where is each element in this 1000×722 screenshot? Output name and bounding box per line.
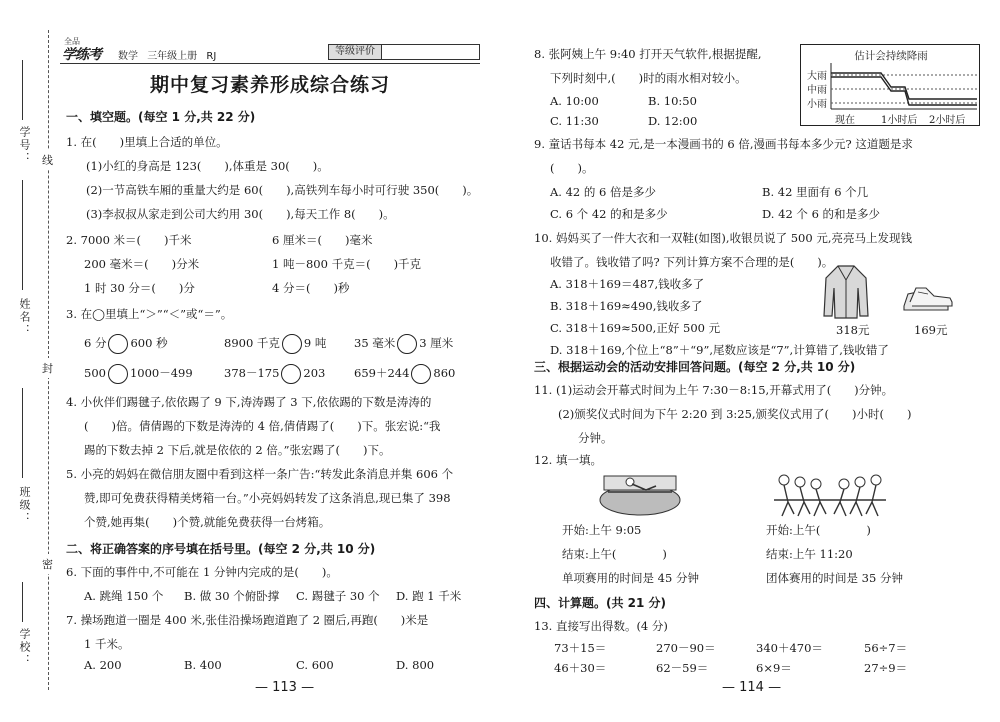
coat-price: 318元 (836, 323, 870, 337)
option-b: B. 318＋169≈490,钱收多了 (550, 299, 703, 313)
binding-margin (8, 30, 58, 690)
option-b: B. 42 里面有 6 个几 (762, 185, 869, 199)
compare-item: 35 毫米 3 厘米 (354, 334, 453, 354)
question-line: 踢的下数去掉 2 下后,就是依依的 2 倍。”张宏踢了( )下。 (84, 443, 391, 457)
compare-item: 6 分 600 秒 (84, 334, 168, 354)
question-line: 1 千米。 (84, 637, 130, 651)
rain-forecast-chart (800, 44, 980, 126)
question-line: 3. 在◯里填上“＞”“＜”或“＝”。 (66, 307, 233, 321)
question-line: 分钟。 (578, 431, 613, 445)
question-line: 1. 在( )里填上合适的单位。 (66, 135, 228, 149)
tug-of-war-icon (770, 470, 890, 520)
question-line: 6. 下面的事件中,不可能在 1 分钟内完成的是( )。 (66, 565, 338, 579)
class-line (22, 388, 23, 478)
class-label: 班级： (18, 486, 31, 525)
option-b: B. 10:50 (648, 94, 697, 108)
name-line (22, 180, 23, 290)
rain-chart-title: 估计会持续降雨 (854, 50, 928, 62)
question-line: 7. 操场跑道一圈是 400 米,张佳沿操场跑道跑了 2 圈后,再跑( )米是 (66, 613, 429, 627)
question-line: 12. 填一填。 (534, 453, 602, 467)
option-c: C. 318＋169≈500,正好 500 元 (550, 321, 721, 335)
question-line: 1 吨－800 千克＝( )千克 (272, 257, 422, 271)
shoes-icon (902, 286, 954, 314)
event-start: 开始:上午( ) (766, 523, 871, 537)
compare-item: 8900 千克 9 吨 (224, 334, 326, 354)
question-line: (2)一节高铁车厢的重量大约是 60( ),高铁列车每小时可行驶 350( )。 (86, 183, 479, 197)
school-label: 学校： (18, 628, 31, 667)
option-a: A. 跳绳 150 个 (84, 589, 164, 603)
option-c: C. 600 (296, 658, 334, 672)
option-b: B. 做 30 个俯卧撑 (184, 589, 280, 603)
question-line: 收错了。钱收错了吗? 下列计算方案不合理的是( )。 (550, 255, 834, 269)
right-page (500, 0, 1000, 722)
compare-blank-circle[interactable] (411, 364, 431, 384)
question-line: 9. 童话书每本 42 元,是一本漫画书的 6 倍,漫画书每本多少元? 这道题是求 (534, 137, 913, 151)
option-a: A. 200 (84, 658, 122, 672)
section-heading: 三、根据运动会的活动安排回答问题。(每空 2 分,共 10 分) (534, 360, 856, 374)
question-line: ( )。 (550, 161, 594, 175)
event-end: 结束:上午 11:20 (766, 547, 853, 561)
option-d: D. 12:00 (648, 114, 698, 128)
student-id-label: 学号： (18, 126, 31, 165)
question-line: 4 分＝( )秒 (272, 281, 350, 295)
question-line: ( )倍。倩倩踢的下数是涛涛的 4 倍,倩倩踢了( )下。张宏说:“我 (84, 419, 441, 433)
event-duration: 单项赛用的时间是 45 分钟 (562, 571, 699, 585)
question-line: (2)颁奖仪式时间为下午 2:20 到 3:25,颁奖仪式用了( )小时( ) (558, 407, 912, 421)
x-label-2h: 2小时后 (929, 115, 966, 126)
option-d: D. 318＋169,个位上“8”＋“9”,尾数应该是“7”,计算错了,钱收错了 (550, 343, 889, 357)
option-a: A. 10:00 (550, 94, 599, 108)
level-medium: 中雨 (807, 85, 827, 96)
compare-blank-circle[interactable] (397, 334, 417, 354)
page-header (60, 37, 480, 63)
page-title: 期中复习素养形成综合练习 (149, 74, 390, 96)
question-line: 5. 小亮的妈妈在微信朋友圈中看到这样一条广告:“转发此条消息并集 606 个 (66, 467, 454, 481)
option-d: D. 42 个 6 的和是多少 (762, 207, 881, 221)
question-line: 下列时刻中,( )时的雨水相对较小。 (550, 71, 747, 85)
section-heading: 一、填空题。(每空 1 分,共 22 分) (66, 110, 256, 124)
cut-mark-line: 线 (42, 150, 53, 170)
compare-item: 659＋244 860 (354, 364, 455, 384)
shoes-price: 169元 (914, 323, 948, 337)
calc-item: 62－59＝ (656, 661, 709, 675)
option-d: D. 800 (396, 658, 435, 672)
option-a: A. 42 的 6 倍是多少 (550, 185, 657, 199)
question-line: 8. 张阿姨上午 9:40 打开天气软件,根据提醒, (534, 47, 762, 61)
question-line: 1 时 30 分＝( )分 (84, 281, 195, 295)
question-line: 6 厘米＝( )毫米 (272, 233, 373, 247)
question-line: 4. 小伙伴们踢毽子,依依踢了 9 下,涛涛踢了 3 下,依依踢的下数是涛涛的 (66, 395, 432, 409)
section-heading: 四、计算题。(共 21 分) (534, 596, 667, 610)
option-c: C. 11:30 (550, 114, 599, 128)
level-light: 小雨 (807, 99, 827, 110)
option-c: C. 6 个 42 的和是多少 (550, 207, 668, 221)
calc-item: 56÷7＝ (864, 641, 908, 655)
level-heavy: 大雨 (807, 71, 827, 82)
x-label-now: 现在 (835, 115, 855, 126)
compare-blank-circle[interactable] (282, 334, 302, 354)
question-line: (1)小红的身高是 123( ),体重是 30( )。 (86, 159, 329, 173)
x-label-1h: 1小时后 (881, 115, 918, 126)
calc-item: 73＋15＝ (554, 641, 607, 655)
name-label: 姓名： (18, 298, 31, 337)
calc-item: 46＋30＝ (554, 661, 607, 675)
question-line: (3)李叔叔从家走到公司大约用 30( ),每天工作 8( )。 (86, 207, 395, 221)
compare-blank-circle[interactable] (108, 334, 128, 354)
page-number: — 113 — (255, 680, 315, 695)
question-line: 11. (1)运动会开幕式时间为上午 7:30－8:15,开幕式用了( )分钟。 (534, 383, 894, 397)
cut-mark-secret: 密 (42, 554, 53, 574)
option-b: B. 400 (184, 658, 222, 672)
question-line: 个赞,她再集( )个赞,就能免费获得一台烤箱。 (84, 515, 331, 529)
coat-icon (822, 264, 870, 320)
question-line: 200 毫米＝( )分米 (84, 257, 200, 271)
compare-item: 378－175 203 (224, 364, 325, 384)
header-rule (60, 63, 480, 64)
option-d: D. 跑 1 千米 (396, 589, 462, 603)
cut-mark-seal: 封 (42, 358, 53, 378)
brand-logo: 全品 学练考 (62, 37, 101, 63)
calc-item: 6×9＝ (756, 661, 792, 675)
calc-item: 270－90＝ (656, 641, 716, 655)
page-number: — 114 — (722, 680, 782, 695)
event-end: 结束:上午( ) (562, 547, 667, 561)
option-a: A. 318＋169＝487,钱收多了 (550, 277, 705, 291)
question-line: 10. 妈妈买了一件大衣和一双鞋(如图),收银员说了 500 元,亮亮马上发现钱 (534, 231, 912, 245)
section-heading: 二、将正确答案的序号填在括号里。(每空 2 分,共 10 分) (66, 542, 376, 556)
book-info: 数学 三年级上册 RJ (118, 51, 217, 62)
school-line (22, 582, 23, 622)
option-c: C. 踢毽子 30 个 (296, 589, 380, 603)
question-line: 赞,即可免费获得精美烤箱一台。”小亮妈妈转发了这条消息,现已集了 398 (84, 491, 451, 505)
event-start: 开始:上午 9:05 (562, 523, 642, 537)
compare-blank-circle[interactable] (108, 364, 128, 384)
compare-blank-circle[interactable] (281, 364, 301, 384)
high-jump-icon (598, 470, 682, 516)
question-line: 2. 7000 米＝( )千米 (66, 233, 192, 247)
event-duration: 团体赛用的时间是 35 分钟 (766, 571, 903, 585)
question-line: 13. 直接写出得数。(4 分) (534, 619, 668, 633)
grade-eval-box[interactable]: 等级评价 (328, 44, 480, 60)
calc-item: 340＋470＝ (756, 641, 823, 655)
student-id-line (22, 60, 23, 120)
calc-item: 27÷9＝ (864, 661, 908, 675)
compare-item: 500 1000－499 (84, 364, 193, 384)
